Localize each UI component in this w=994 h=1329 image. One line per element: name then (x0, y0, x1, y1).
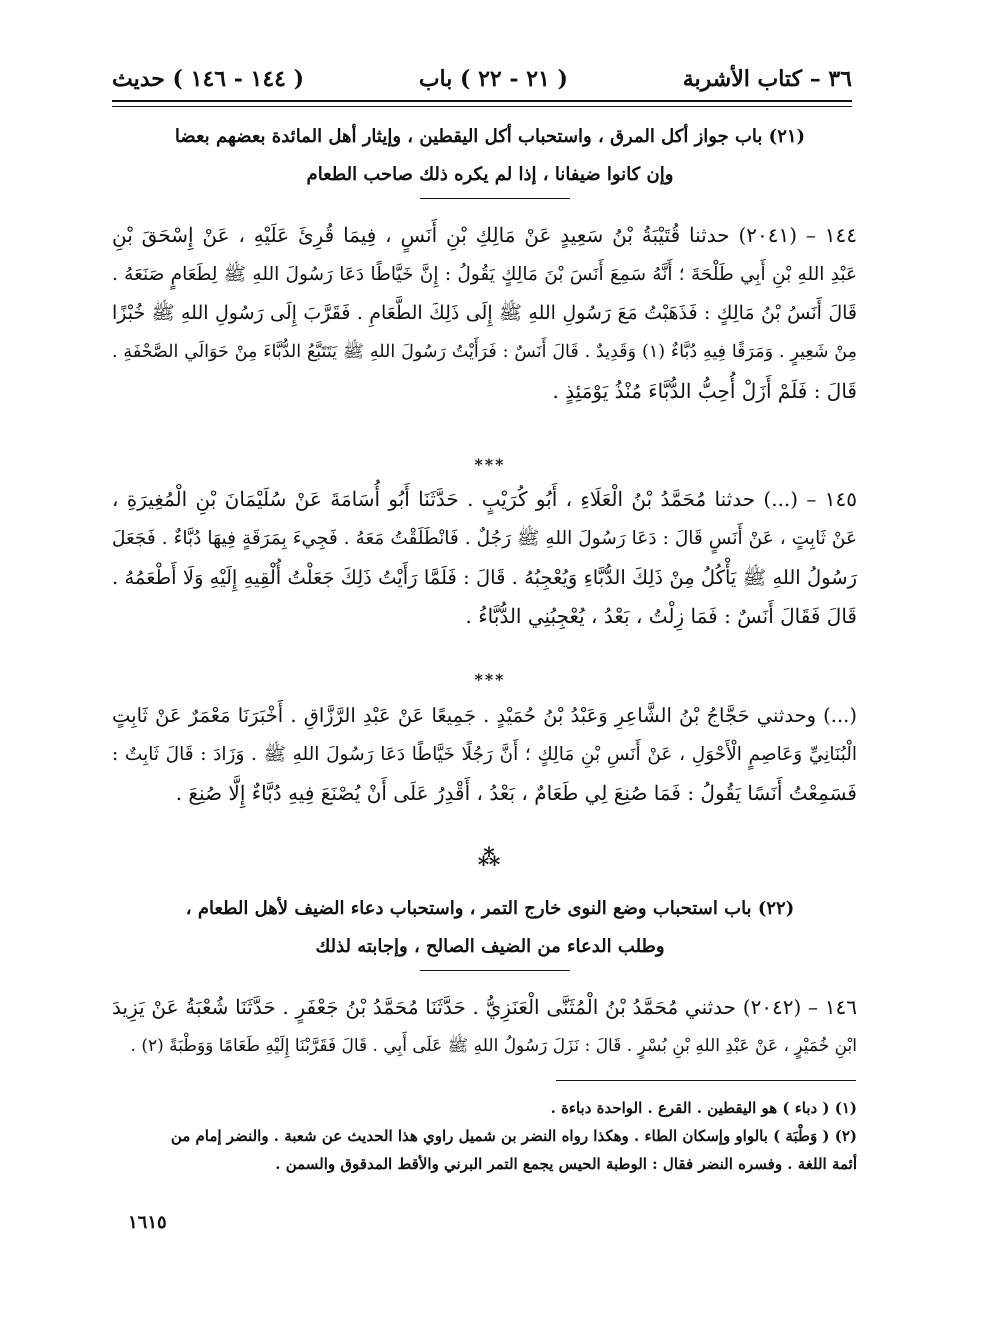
hadith-145-line: ١٤٥ – (...) حدثنا مُحَمَّدُ بْنُ الْعَلَاءِ ، أَبُو كُرَيْبٍ . حَدَّثَنَا أَبُو أُسَامَةَ عَنْ سُلَيْمَانَ بْنِ الْمُغِيرَةِ ، (112, 487, 857, 511)
hadith-144 (112, 216, 857, 411)
separator-stars: *** (474, 670, 506, 689)
hadith-144-line: مِنْ شَعِيرٍ . وَمَرَقًا فِيهِ دُبَّاءٌ (١) وَقَدِيدٌ . قَالَ أَنَسٌ : فَرَأَيْتُ رَسُولَ اللهِ ﷺ يَتَتَبَّعُ الدُّبَّاءَ مِنْ حَوَالَي الصَّحْفَةِ . (112, 342, 857, 362)
chapter-22-heading (140, 890, 840, 966)
separator-stars: *** (474, 455, 506, 474)
footnotes (112, 1094, 857, 1178)
header-rule (112, 100, 852, 107)
hadith-146 (112, 988, 857, 1066)
header-book-title: ٣٦ – كتاب الأشربة (682, 66, 852, 92)
hadith-unnumbered-line: (...) وحدثني حَجَّاجُ بْنُ الشَّاعِرِ وَعَبْدُ بْنُ حُمَيْدٍ . جَمِيعًا عَنْ عَبْدِ الرَّزَّاقِ . أَخْبَرَنَا مَعْمَرٌ عَنْ ثَابِتٍ (112, 704, 857, 727)
chapter-21-line-1: (٢١) باب جواز أكل المرق ، واستحباب أكل اليقطين ، وإيثار أهل المائدة بعضهم بعضا (174, 126, 806, 147)
hadith-146-line: ١٤٦ – (٢٠٤٢) حدثني مُحَمَّدُ بْنُ الْمُثَنَّى الْعَنَزِيُّ . حَدَّثَنَا مُحَمَّدُ بْنُ جَعْفَرٍ . حَدَّثَنَا شُعْبَةُ عَنْ يَزِيدَ (112, 995, 857, 1019)
hadith-145-line: عَنْ ثَابِتٍ ، عَنْ أَنَسٍ قَالَ : دَعَا رَسُولَ اللهِ ﷺ رَجُلٌ . فَانْطَلَقْتُ مَعَهُ . فَجِيءَ بِمَرَقَةٍ فِيهَا دُبَّاءٌ . فَجَعَلَ (112, 528, 857, 549)
running-header (112, 62, 852, 96)
hadith-unnumbered-line: فَسَمِعْتُ أَنَسًا يَقُولُ : فَمَا صُنِعَ لِي طَعَامٌ ، بَعْدُ ، أَقْدِرُ عَلَى أَنْ يُصْنَعَ فِيهِ دُبَّاءٌ إِلَّا صُنِعَ . (175, 781, 857, 805)
chapter-22-rule (420, 970, 570, 971)
chapter-22-line-2: وطلب الدعاء من الضيف الصالح ، وإجابته لذلك (315, 936, 665, 957)
chapter-21-heading (140, 118, 840, 194)
page-number: ١٦١٥ (128, 1212, 167, 1233)
header-chapter-range: ( ٢١ - ٢٢ ) باب (418, 66, 568, 92)
footnote-2-cont: أئمة اللغة . وفسره النضر فقال : الوطبة الحيس يجمع التمر البرني والأقط المدقوق والسمن . (275, 1155, 857, 1173)
hadith-144-line: عَبْدِ اللهِ بْنِ أَبِي طَلْحَةَ ؛ أَنَّهُ سَمِعَ أَنَسَ بْنَ مَالِكٍ يَقُولُ : إِنَّ خَيَّاطًا دَعَا رَسُولَ اللهِ ﷺ لِطَعَامٍ صَنَعَهُ . (112, 264, 857, 285)
hadith-144-line: ١٤٤ – (٢٠٤١) حدثنا قُتَيْبَةُ بْنُ سَعِيدٍ عَنْ مَالِكِ بْنِ أَنَسٍ ، فِيمَا قُرِئَ عَلَيْهِ ، عَنْ إِسْحَقَ بْنِ (112, 223, 857, 247)
hadith-144-line: قَالَ : فَلَمْ أَزَلْ أُحِبُّ الدُّبَّاءَ مُنْذُ يَوْمَئِذٍ . (552, 379, 857, 403)
hadith-144-line: قَالَ أَنَسُ بْنُ مَالِكٍ : فَذَهَبْتُ مَعَ رَسُولِ اللهِ ﷺ إِلَى ذَلِكَ الطَّعَامِ . فَقَرَّبَ إِلَى رَسُولِ اللهِ ﷺ خُبْزًا (112, 302, 857, 324)
chapter-21-rule (420, 198, 570, 199)
header-hadith-range: ( ١٤٤ - ١٤٦ ) حديث (112, 66, 305, 92)
chapter-22-line-1: (٢٢) باب استحباب وضع النوى خارج التمر ، واستحباب دعاء الضيف لأهل الطعام ، (185, 898, 795, 919)
hadith-145-line: قَالَ فَقَالَ أَنَسٌ : فَمَا زِلْتُ ، بَعْدُ ، يُعْجِبُنِي الدُّبَّاءُ . (465, 604, 857, 628)
hadith-unnumbered (112, 696, 857, 813)
hadith-146-line: ابْنِ خُمَيْرٍ ، عَنْ عَبْدِ اللهِ بْنِ بُسْرٍ . قَالَ : نَزَلَ رَسُولُ اللهِ ﷺ عَلَى أَبِي . قَالَ فَقَرَّبْنَا إِلَيْهِ طَعَامًا وَوَطْبَةً (٢) . (130, 1036, 857, 1056)
chapter-21-line-2: وإن كانوا ضيفانا ، إذا لم يكره ذلك صاحب الطعام (306, 164, 674, 185)
footnote-rule (556, 1080, 856, 1081)
hadith-145 (112, 480, 857, 636)
footnote-1: (١) ( دباء ) هو اليقطين . القرع . الواحدة دباءة . (550, 1099, 857, 1117)
hadith-unnumbered-line: الْبُنَانِيِّ وَعَاصِمٍ الْأَحْوَلِ ، عَنْ أَنَسِ بْنِ مَالِكٍ ؛ أَنَّ رَجُلًا خَيَّاطًا دَعَا رَسُولَ اللهِ ﷺ . وَزَادَ : قَالَ ثَابِتٌ : (112, 744, 857, 765)
hadith-145-line: رَسُولُ اللهِ ﷺ يَأْكُلُ مِنْ ذَلِكَ الدُّبَّاءِ وَيُعْجِبُهُ . قَالَ : فَلَمَّا رَأَيْتُ ذَلِكَ جَعَلْتُ أُلْقِيهِ إِلَيْهِ وَلَا أَطْعَمُهُ . (112, 566, 857, 589)
separator-asterism: ⁂ (477, 845, 503, 871)
footnote-2: (٢) ( وَطْبَة ) بالواو وإسكان الطاء . وهكذا رواه النضر بن شميل راوي هذا الحديث عن شعبة . والنضر إمام من (170, 1127, 857, 1145)
